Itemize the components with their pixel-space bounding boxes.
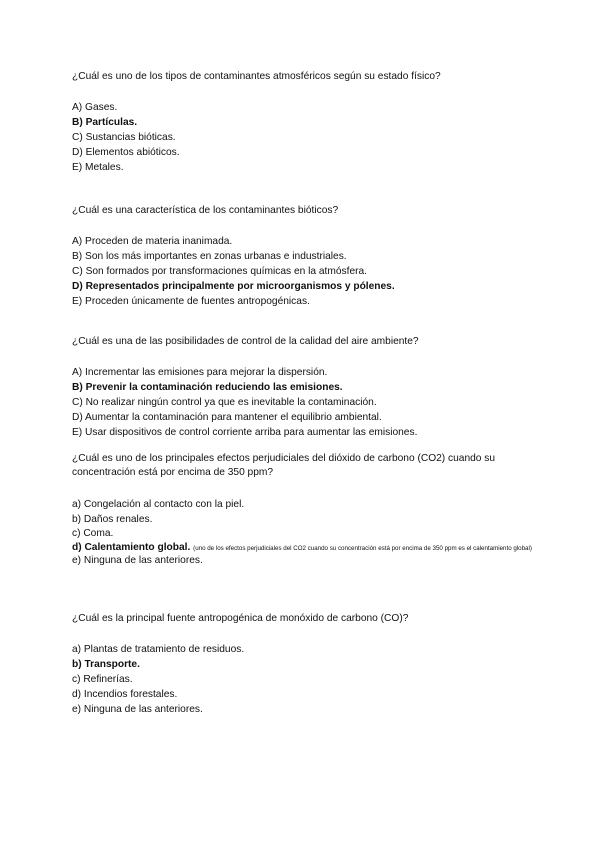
question-4-option-a: a) Congelación al contacto con la piel. xyxy=(72,498,245,510)
question-1-option-c: C) Sustancias bióticas. xyxy=(72,132,176,143)
question-5 xyxy=(72,612,542,717)
question-5-option-e: e) Ninguna de las anteriores. xyxy=(72,703,203,715)
question-2 xyxy=(72,204,542,309)
question-3-option-c: C) No realizar ningún control ya que es inevitable la contaminación. xyxy=(72,397,377,408)
question-1-option-b-correct: B) Partículas. xyxy=(72,117,138,129)
question-3-option-e: E) Usar dispositivos de control corriente arriba para aumentar las emisiones. xyxy=(72,426,418,438)
question-4-explanation-note: (uno de los efectos perjudiciales del CO2 cuando su concentración está por encima de 350 ppm es el calentamiento global) xyxy=(193,545,532,553)
question-3-option-b-correct: B) Prevenir la contaminación reduciendo las emisiones. xyxy=(72,382,343,394)
question-4-option-b: b) Daños renales. xyxy=(72,513,153,525)
question-5-option-c: c) Refinerías. xyxy=(72,674,133,685)
question-5-stem: ¿Cuál es la principal fuente antropogénica de monóxido de carbono (CO)? xyxy=(72,613,409,624)
question-4-option-d-label: d) Calentamiento global. xyxy=(72,542,191,554)
question-4-option-e: e) Ninguna de las anteriores. xyxy=(72,555,203,567)
question-2-option-c: C) Son formados por transformaciones químicas en la atmósfera. xyxy=(72,266,367,277)
question-4 xyxy=(72,452,542,569)
question-2-option-b: B) Son los más importantes en zonas urbanas e industriales. xyxy=(72,251,347,263)
question-5-option-a: a) Plantas de tratamiento de residuos. xyxy=(72,644,245,656)
question-3-option-a: A) Incrementar las emisiones para mejorar la dispersión. xyxy=(72,367,328,379)
question-1-option-d: D) Elementos abióticos. xyxy=(72,146,180,158)
question-5-option-d: d) Incendios forestales. xyxy=(72,688,178,700)
question-2-option-a: A) Proceden de materia inanimada. xyxy=(72,236,233,248)
question-4-option-c: c) Coma. xyxy=(72,528,114,540)
question-3-stem: ¿Cuál es una de las posibilidades de control de la calidad del aire ambiente? xyxy=(72,336,419,347)
question-3-option-d: D) Aumentar la contaminación para mantener el equilibrio ambiental. xyxy=(72,411,382,423)
question-1-option-a: A) Gases. xyxy=(72,102,118,114)
question-2-stem: ¿Cuál es una característica de los contaminantes bióticos? xyxy=(72,205,339,216)
question-1 xyxy=(72,70,542,175)
question-4-stem: ¿Cuál es uno de los principales efectos perjudiciales del dióxido de carbono (CO2) cuando su concentración está por encima de 350 ppm? xyxy=(72,453,496,479)
question-4-option-d-correct xyxy=(72,542,542,554)
question-1-stem: ¿Cuál es uno de los tipos de contaminantes atmosféricos según su estado físico? xyxy=(72,71,441,82)
question-1-option-e: E) Metales. xyxy=(72,161,124,173)
question-5-option-b-correct: b) Transporte. xyxy=(72,659,140,671)
question-2-option-d-correct: D) Representados principalmente por microorganismos y pólenes. xyxy=(72,280,395,292)
question-2-option-e: E) Proceden únicamente de fuentes antropogénicas. xyxy=(72,295,310,307)
question-3 xyxy=(72,335,542,440)
